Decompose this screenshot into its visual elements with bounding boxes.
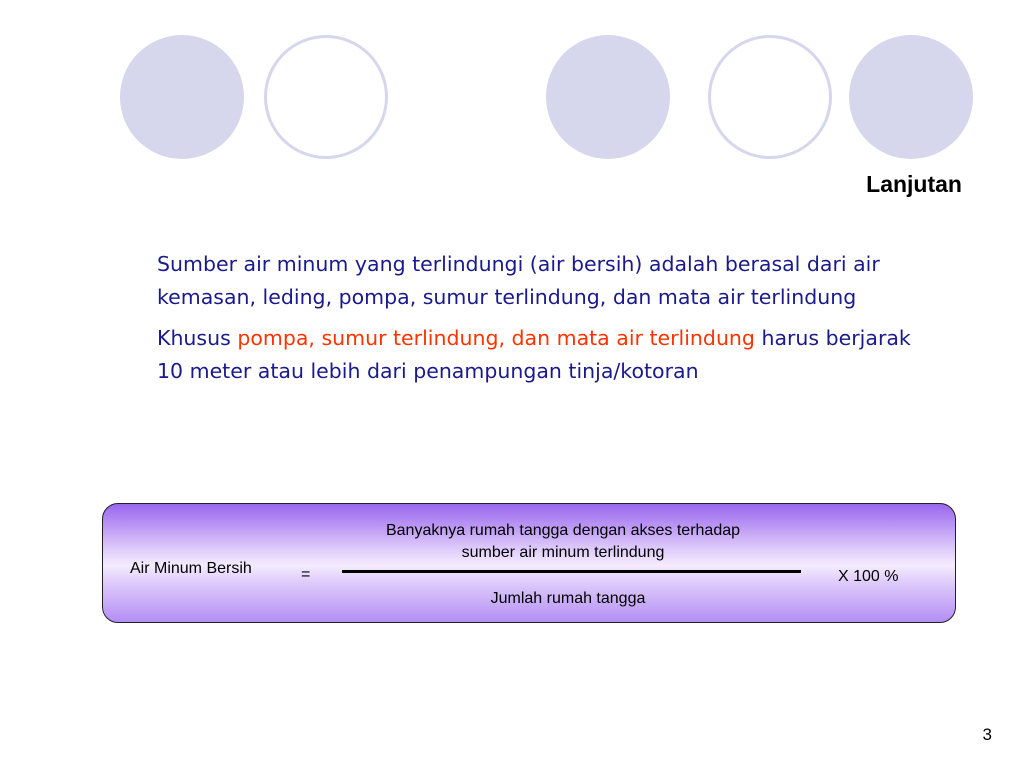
decorative-circle-outline [708,35,832,159]
decorative-circle-filled [546,35,670,159]
fraction-bar [342,570,801,573]
paragraph-distance-rule [157,322,917,388]
decorative-circle-filled [120,35,244,159]
formula-numerator-line2: sumber air minum terlindung [461,544,665,561]
page-number: 3 [982,725,992,744]
formula-multiplier: X 100 % [838,568,899,585]
formula-label: Air Minum Bersih [130,560,252,577]
highlighted-sources: pompa, sumur terlindung, dan mata air terlindung [237,326,755,350]
paragraph-water-sources: Sumber air minum yang terlindungi (air bersih) adalah berasal dari air kemasan, leding, pompa, sumur terlindung, dan mata air terlindung [157,252,880,309]
slide-title: Lanjutan [866,171,962,197]
formula-numerator [338,520,788,564]
formula-equals-sign: = [301,566,311,583]
paragraph-prefix: Khusus [157,326,238,350]
decorative-circle-outline [264,35,388,159]
formula-numerator-line1: Banyaknya rumah tangga dengan akses terhadap [385,522,741,539]
slide-body [157,248,917,396]
decorative-circle-filled [849,35,973,159]
formula-denominator: Jumlah rumah tangga [490,590,646,607]
paragraph-suffix: harus berjarak 10 meter atau lebih dari penampungan tinja/kotoran [157,326,911,383]
formula-box [102,503,956,623]
